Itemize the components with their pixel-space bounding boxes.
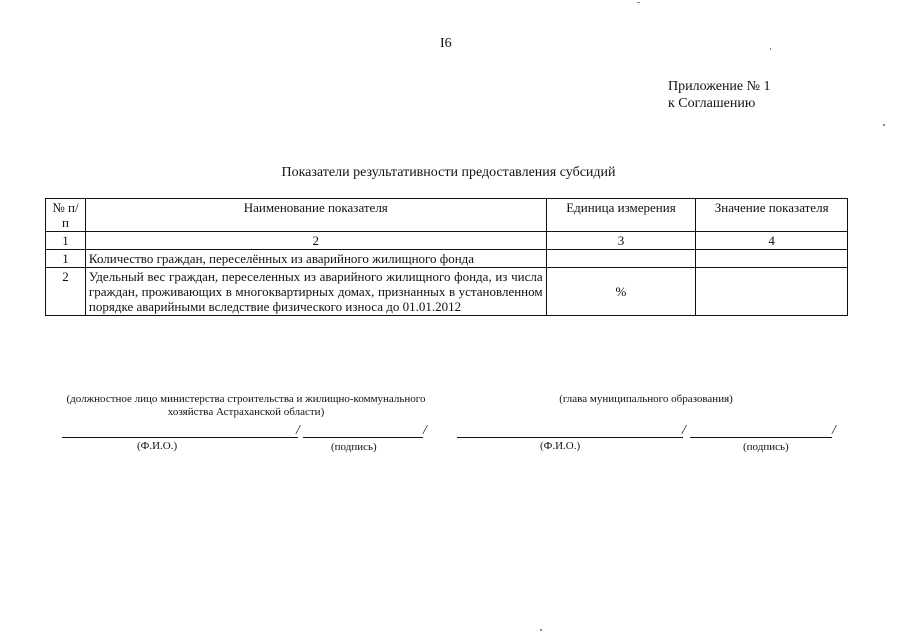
right-signatory-caption: (глава муниципального образования) [559,393,733,405]
header-num: № п/п [46,199,86,232]
row-2-num: 2 [46,268,86,316]
scan-speck [883,124,885,126]
scan-speck [540,629,542,631]
left-separator-2: / [423,423,427,438]
left-sign-line [303,437,423,438]
appendix-line-1: Приложение № 1 [668,79,771,94]
indicators-table [45,198,848,316]
scan-speck [637,2,640,3]
right-fio-line [457,437,683,438]
left-signatory-caption: (должностное лицо министерства строительства и жилищно-коммунального хозяйства Астраханской области) [66,393,426,418]
right-sign-line [690,437,832,438]
appendix-line-2: к Соглашению [668,96,756,111]
col-number-3: 3 [546,232,696,250]
left-separator-1: / [296,423,300,438]
row-2-name: Удельный вес граждан, переселенных из аварийного жилищного фонда, из числа граждан, проживающих в многоквартирных домах, признанных в установленном порядке аварийными вследствие физического износа до 01.01.2012 [85,268,546,316]
row-1-unit [546,250,696,268]
col-number-1: 1 [46,232,86,250]
scan-speck [770,48,771,50]
document-title [0,165,905,181]
row-2-unit-cell [546,268,696,316]
header-unit: Единица измерения [546,199,696,232]
right-fio-label: (Ф.И.О.) [540,440,581,452]
header-name: Наименование показателя [85,199,546,232]
row-1-value [696,250,848,268]
appendix-header [668,78,771,112]
table-column-number-row [46,232,848,250]
document-title-text: Показатели результативности предоставления субсидий [281,165,616,180]
right-sign-label: (подпись) [743,441,789,453]
row-2-unit: % [615,284,627,299]
col-number-2: 2 [85,232,546,250]
left-fio-label: (Ф.И.О.) [137,440,178,452]
table-header-row [46,199,848,232]
header-value: Значение показателя [696,199,848,232]
left-sign-label: (подпись) [331,441,377,453]
row-1-name: Количество граждан, переселённых из аварийного жилищного фонда [85,250,546,268]
row-2-value [696,268,848,316]
right-separator-1: / [682,423,686,438]
left-fio-line [62,437,298,438]
col-number-4: 4 [696,232,848,250]
table-row [46,250,848,268]
table-row [46,268,848,316]
row-1-num: 1 [46,250,86,268]
page-number: I6 [440,36,452,51]
right-separator-2: / [832,423,836,438]
